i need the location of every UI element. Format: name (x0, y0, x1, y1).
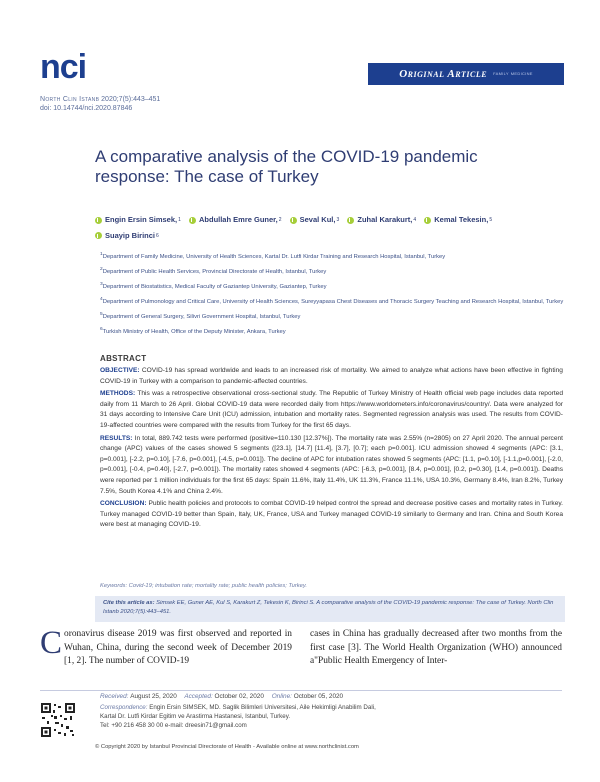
affiliation-item: $^6$Turkish Ministry of Health, Office of the Deputy Minister, Ankara, Turkey (100, 326, 286, 335)
author-sup: 5 (489, 217, 493, 223)
logo-text: nci (40, 52, 87, 82)
abstract-results: RESULTS: In total, 889.742 tests were performed (positive=110.130 [12.37%]). The mortality rate was 2.55% (n=2805) on 27 April 2020. The annual percent change (APC) values of the cases showed 5 segments ([23.1], [14.7] [11.4], [3.7], [0.7]; each p=0.001]. ICU admission showed 4 segments (APC: [3.1, p=0.001], [-2.2, p=0.10], [-7.6, p=0.001], [-4.5, p=0.001]). The decline of APC for intubation rates showed 5 segments (APC: [1.1, p=0.10], [-1.1,p=0.001], [-2.0, p=0.001], [-0.4, p=0.40], [-2.7, p=0.001]). The mortality rates showed 4 segments (APC: [-6.3, p=0.001], [8.4, p=0.001], [0.2, p=0.30], [1.4, p=0.001]). Deaths were reported per 1 million individuals for the first 65 days: Spain 11.6%, Italy 11.4%, UK 11.3%, France 11.1%, USA 10.3%, Germany 8.4%, Iran 8.2%, Turkey 7.5%, South Korea 4.1% and China 2.4%. (100, 434, 563, 495)
nci-logo (40, 52, 110, 82)
doi[interactable]: doi: 10.14744/nci.2020.87846 (40, 105, 133, 112)
author-sup: 2 (278, 217, 282, 223)
author-item[interactable] (189, 213, 282, 227)
affiliation-item: $^5$Department of General Surgery, Silivri Government Hospital, Istanbul, Turkey (100, 311, 301, 320)
body-text (40, 625, 562, 686)
author-item[interactable] (290, 213, 340, 227)
affiliation-item: $^2$Department of Public Health Services, Provincial Directorate of Health, Istanbul, Turkey (100, 266, 327, 275)
article-type-banner (368, 63, 564, 85)
body-column-1: Coronavirus disease 2019 was first observed and reported in Wuhan, China, during the second week of December 2019 [1, 2]. The number of COVID-19 (40, 625, 292, 667)
article-type: Original Article (399, 68, 488, 80)
author-item[interactable] (95, 213, 181, 227)
author-name: Zuhal Karakurt, (357, 215, 413, 224)
qr-code-icon[interactable] (40, 702, 76, 738)
journal-details: 2020;7(5):443–451 (101, 96, 161, 103)
abstract-methods: METHODS: This was a retrospective observational cross-sectional study. The Republic of Turkey Ministry of Health official web page includes data reported daily from 11 March to 26 April. Global COVID-19 data were recorded daily from https://www.worldometers.info/coronavirus/country/. Data were analyzed for 31 days according to Intensive Care Unit (ICU) admission, intubation and mortality rates. Segmented regression analysis was used. The results from COVID-19-affected countries were compared with the results from Turkey for the first 65 days. (100, 390, 563, 429)
affiliation-item: $^3$Department of Biostatistics, Medical Faculty of Gaziantep University, Gaziantep, Turkey (100, 281, 327, 290)
abstract-objective: OBJECTIVE: COVID-19 has spread worldwide and leads to an increased risk of mortality. We aimed to analyze what actions have been effective in fighting COVID-19 in Turkey with a comparison to pandemic-affected countries. (100, 367, 563, 385)
abstract-body (100, 366, 563, 533)
drop-cap: C (40, 625, 63, 661)
cite-text: Simsek EE, Guner AE, Kul S, Karakurt Z, Tekesin K, Birinci S. A comparative analysis of the COVID-19 pandemic response: The case of Turkey. North Clin Istanb 2020;7(5):443–451. (103, 600, 554, 615)
article-title: A comparative analysis of the COVID-19 pandemic response: The case of Turkey (95, 147, 478, 186)
author-sup: 6 (156, 232, 159, 239)
correspondence-contact[interactable]: Tel: +90 216 458 30 00 e-mail: dreesin71@gmail.com (100, 722, 247, 730)
orcid-icon[interactable] (424, 217, 431, 224)
affiliation-item: $^1$Department of Family Medicine, University of Health Sciences, Kartal Dr. Lutfi Kirdar Training and Research Hospital, Istanbul, Turkey (100, 252, 446, 260)
author-name: Engin Ersin Simsek, (105, 215, 178, 224)
journal-name: North Clin Istanb (40, 96, 100, 103)
cite-box (95, 596, 565, 622)
abstract-heading: ABSTRACT (100, 354, 147, 363)
author-name: Suayip Birinci (105, 230, 156, 240)
author-sup: 1 (178, 217, 181, 223)
affiliations (100, 250, 570, 340)
orcid-icon[interactable] (347, 217, 354, 224)
author-name: Kemal Tekesin, (434, 215, 489, 224)
article-section: family medicine (493, 71, 533, 77)
author-list (95, 213, 565, 244)
author-name: Abdullah Emre Guner, (198, 215, 278, 224)
abstract-conclusion: CONCLUSION: Public health policies and protocols to combat COVID-19 helped control the spread and decrease positive cases and mortality rates in Turkey. Turkey managed COVID-19 better than Spain, Italy, UK, France, USA and Turkey managed COVID-19 similarly to Germany and Iran. China and South Korea were best at managing COVID-19. (100, 500, 563, 529)
orcid-icon[interactable] (95, 217, 102, 224)
article-dates: Received: August 25, 2020 Accepted: October 02, 2020 Online: October 05, 2020 (40, 690, 562, 700)
orcid-icon[interactable] (290, 217, 297, 224)
copyright: © Copyright 2020 by Istanbul Provincial Directorate of Health - Available online at www.northclinist.com (95, 744, 359, 750)
author-item[interactable] (95, 229, 159, 243)
cite-label: Cite this article as: (103, 600, 155, 606)
keywords: Keywords: Covid-19; intubation rate; mortality rate; public health policies; Turkey. (100, 583, 307, 589)
orcid-icon[interactable] (95, 232, 102, 239)
author-sup: 4 (413, 217, 417, 223)
affiliation-item: $^4$Department of Pulmonology and Critical Care, University of Health Sciences, Sureyyapasa Chest Diseases and Thoracic Surgery Teaching and Research Hospital, Istanbul, Turkey (100, 296, 564, 305)
journal-reference (40, 95, 160, 105)
orcid-icon[interactable] (189, 217, 196, 224)
author-item[interactable] (424, 213, 492, 227)
author-name: Seval Kul, (299, 215, 336, 224)
body-column-2: cases in China has gradually decreased after two months from the first case [3]. The World Health Organization (WHO) announced a"Public Health Emergency of Inter- (310, 629, 562, 667)
correspondence: Correspondence: Engin Ersin SIMSEK, MD. Saglik Bilimleri Universitesi, Aile Hekimligi Anabilim Dali, Kartal Dr. Lutfi Kirdar Egitim ve Arastirma Hastanesi, Istanbul, Turkey. Tel: +90 216 458 30 00 e-mail: dreesin71@gmail.com (100, 704, 376, 730)
author-sup: 3 (336, 217, 340, 223)
author-item[interactable] (347, 213, 416, 227)
